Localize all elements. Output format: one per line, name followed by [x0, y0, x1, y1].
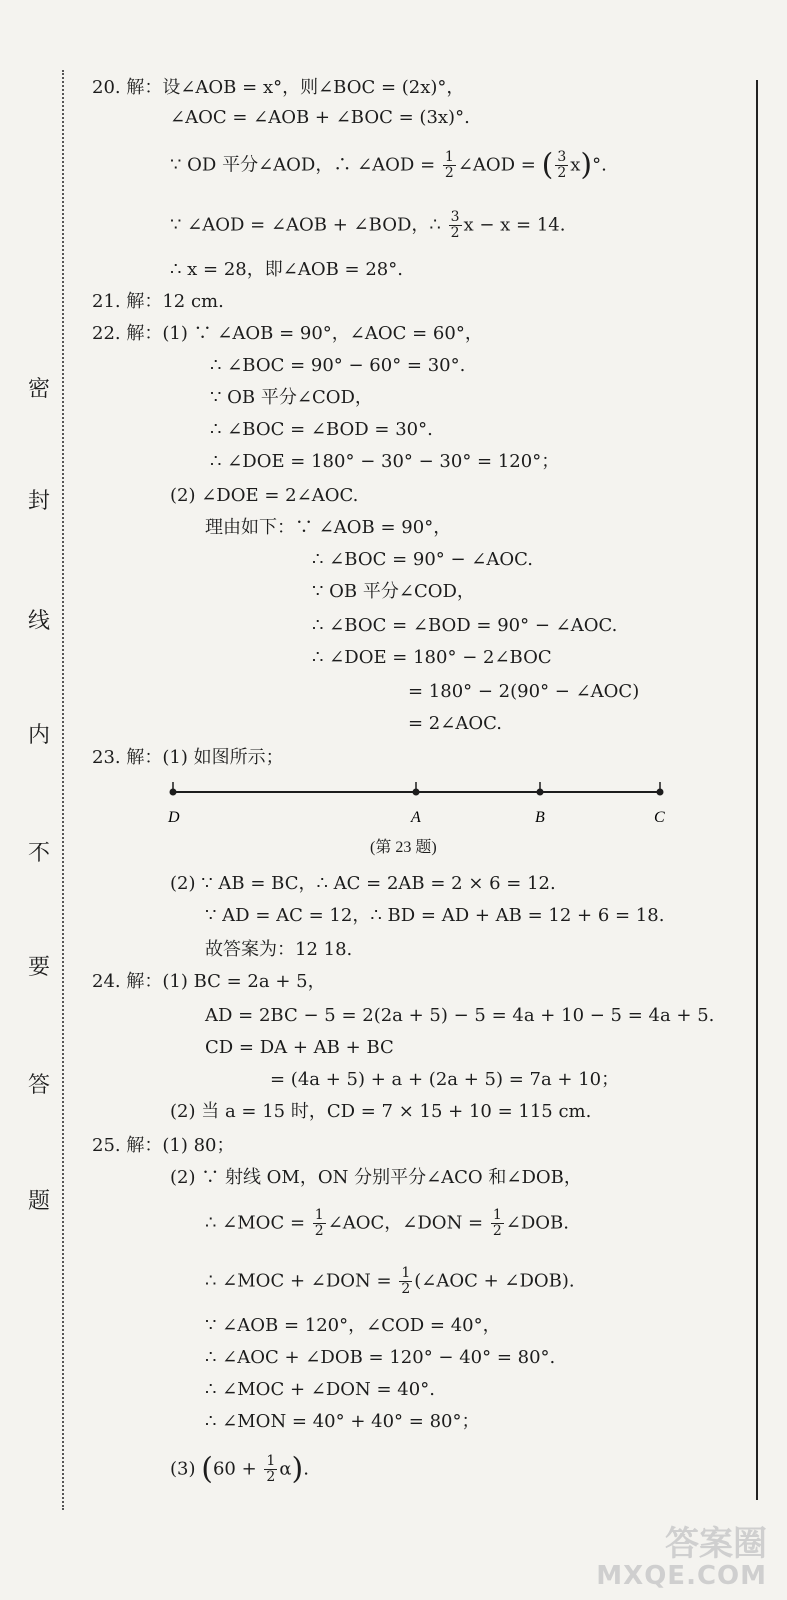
answer-line: ∴ ∠BOC = 90° − ∠AOC.: [312, 549, 533, 570]
answer-line: ∴ ∠AOC + ∠DOB = 120° − 40° = 80°.: [205, 1347, 556, 1368]
answer-line: ∴ ∠BOC = 90° − 60° = 30°.: [210, 355, 466, 376]
seal-char: 封: [28, 489, 51, 514]
answer-line: 25. 解：(1) 80；: [92, 1135, 235, 1156]
page-border-line: [756, 80, 758, 1500]
answer-line: CD = DA + AB + BC: [205, 1037, 394, 1058]
answer-line: ∴ ∠DOE = 180° − 30° − 30° = 120°；: [210, 451, 560, 472]
seal-char: 密: [28, 377, 51, 402]
answer-line: ∠AOC = ∠AOB + ∠BOC = (3x)°.: [170, 107, 470, 128]
answer-line: (2) ∠DOE = 2∠AOC.: [170, 485, 359, 506]
answer-line: ∴ ∠MOC = $\frac{1}{2}$ ∠AOC，∠DON = $\frac{1}{2}$ ∠DOB.: [205, 1207, 570, 1239]
answer-line: 理由如下：∵ ∠AOB = 90°，: [205, 517, 452, 538]
answer-line: (3) (60 + $\frac{1}{2}$ α).: [170, 1451, 309, 1487]
point-label: A: [411, 809, 421, 826]
seal-char: 不: [28, 841, 51, 866]
answer-line: ∴ ∠MOC + ∠DON = 40°.: [205, 1379, 435, 1400]
point-b: [537, 789, 544, 796]
seal-char: 内: [28, 723, 51, 748]
point-d: [170, 789, 177, 796]
answer-line: (2) ∵ 射线 OM，ON 分别平分∠ACO 和∠DOB，: [170, 1167, 582, 1188]
answer-line: 24. 解：(1) BC = 2a + 5，: [92, 971, 326, 992]
point-label: D: [168, 809, 180, 826]
answer-line: ∴ x = 28，即∠AOB = 28°.: [170, 259, 403, 280]
segment-figure: [160, 776, 680, 832]
answer-line: ∵ OB 平分∠COD，: [312, 581, 475, 602]
seal-dotted-line: [62, 70, 64, 1510]
answer-line: 20. 解：设∠AOB = x°，则∠BOC = (2x)°，: [92, 77, 465, 98]
answer-line: ∵ ∠AOB = 120°，∠COD = 40°，: [205, 1315, 501, 1336]
answer-line: ∴ ∠BOC = ∠BOD = 90° − ∠AOC.: [312, 615, 618, 636]
seal-char: 答: [28, 1073, 51, 1098]
seal-char: 题: [28, 1189, 51, 1214]
answer-line: ∵ ∠AOD = ∠AOB + ∠BOD，∴ $\frac{3}{2}$ x − x = 14.: [170, 209, 566, 241]
point-a: [413, 789, 420, 796]
answer-line: 故答案为：12 18.: [205, 939, 353, 960]
answer-line: ∵ OB 平分∠COD，: [210, 387, 373, 408]
answer-line: = (4a + 5) + a + (2a + 5) = 7a + 10；: [270, 1069, 620, 1090]
answer-line: 22. 解：(1) ∵ ∠AOB = 90°，∠AOC = 60°，: [92, 323, 483, 344]
answer-line: (2) 当 a = 15 时，CD = 7 × 15 + 10 = 115 cm.: [170, 1101, 592, 1122]
answer-line: ∴ ∠MOC + ∠DON = $\frac{1}{2}$ (∠AOC + ∠DOB).: [205, 1265, 575, 1297]
point-c: [657, 789, 664, 796]
answer-line: ∵ AD = AC = 12，∴ BD = AD + AB = 12 + 6 = 18.: [205, 905, 665, 926]
answer-line: 23. 解：(1) 如图所示；: [92, 747, 284, 768]
point-label: C: [654, 809, 665, 826]
answer-line: = 2∠AOC.: [408, 713, 502, 734]
point-label: B: [535, 809, 545, 826]
seal-char: 线: [28, 609, 51, 634]
answer-line: ∴ ∠BOC = ∠BOD = 30°.: [210, 419, 433, 440]
answer-line: 21. 解：12 cm.: [92, 291, 224, 312]
answer-line: ∴ ∠DOE = 180° − 2∠BOC: [312, 647, 552, 668]
answer-line: (2) ∵ AB = BC，∴ AC = 2AB = 2 × 6 = 12.: [170, 873, 556, 894]
watermark-logo: 答案圈 MXQE.COM: [596, 1524, 767, 1591]
answer-line: = 180° − 2(90° − ∠AOC): [408, 681, 640, 702]
seal-char: 要: [28, 955, 51, 980]
figure-caption: (第 23 题): [370, 839, 437, 856]
answer-line: ∵ OD 平分∠AOD，∴ ∠AOD = $\frac{1}{2}$ ∠AOD = ( $\frac{3}{2}$ x)°.: [170, 147, 607, 183]
answer-line: ∴ ∠MON = 40° + 40° = 80°；: [205, 1411, 480, 1432]
answer-line: AD = 2BC − 5 = 2(2a + 5) − 5 = 4a + 10 − 5 = 4a + 5.: [205, 1005, 715, 1026]
